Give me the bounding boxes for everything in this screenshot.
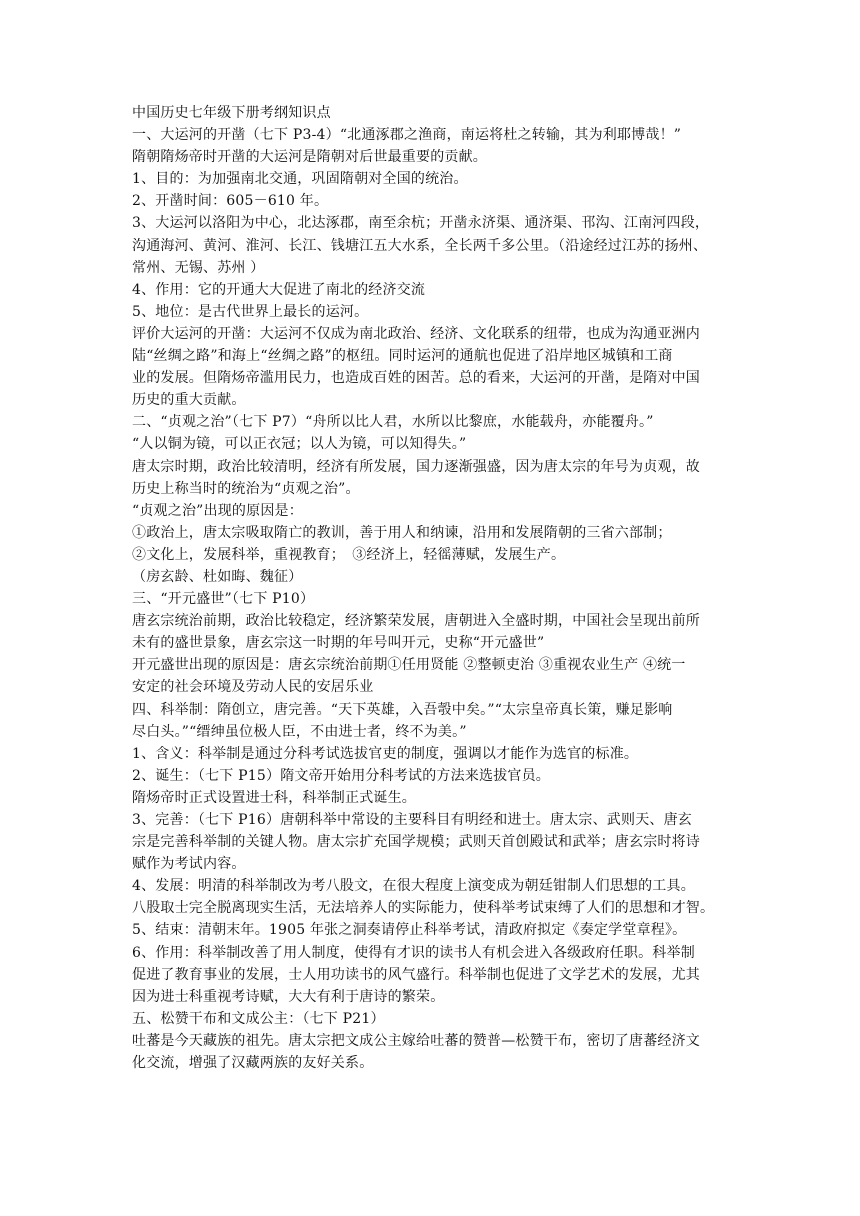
text-line: 2、开凿时间：605－610 年。 [132, 193, 329, 210]
text-line: 宗是完善科举制的关键人物。唐太宗扩充国学规模；武则天首创殿试和武举；唐玄宗时将诗 [132, 834, 700, 851]
text-line: 唐玄宗统治前期，政治比较稳定，经济繁荣发展，唐朝进入全盛时期，中国社会呈现出前所 [132, 613, 700, 630]
text-line: “人以铜为镜，可以正衣冠；以人为镜，可以知得失。” [132, 436, 467, 453]
text-line: （房玄龄、杜如晦、魏征） [132, 568, 303, 585]
text-line: 未有的盛世景象，唐玄宗这一时期的年号叫开元，史称“开元盛世” [132, 635, 545, 652]
text-line: 开元盛世出现的原因是：唐玄宗统治前期①任用贤能 ②整顿吏治 ③重视农业生产 ④统一 [132, 657, 686, 674]
text-line: 隋朝隋炀帝时开凿的大运河是隋朝对后世最重要的贡献。 [132, 149, 487, 166]
text-line: 业的发展。但隋炀帝滥用民力，也造成百姓的困苦。总的看来，大运河的开凿，是隋对中国 [132, 370, 700, 387]
text-line: 促进了教育事业的发展，士人用功读书的风气盛行。科举制也促进了文学艺术的发展，尤其 [132, 966, 700, 983]
text-line: 因为进士科重视考诗赋，大大有利于唐诗的繁荣。 [132, 988, 445, 1005]
section-heading-keju: 四、科举制：隋创立，唐完善。“天下英雄，入吾彀中矣。”“太宗皇帝真长策，赚足影响 [132, 701, 673, 718]
section-heading-zhenguan: 二、“贞观之治”（七下 P7）“舟所以比人君，水所以比黎庶，水能载舟，亦能覆舟。” [132, 414, 654, 431]
text-line: 3、大运河以洛阳为中心，北达涿郡，南至余杭；开凿永济渠、通济渠、邗沟、江南河四段， [132, 215, 710, 232]
text-line: 常州、无锡、苏州 ） [132, 259, 265, 276]
text-line: 评价大运河的开凿：大运河不仅成为南北政治、经济、文化联系的纽带，也成为沟通亚洲内 [132, 325, 700, 342]
text-line: 吐蕃是今天藏族的祖先。唐太宗把文成公主嫁给吐蕃的赞普—松赞干布，密切了唐蕃经济文 [132, 1032, 700, 1049]
text-line: 2、诞生：（七下 P15）隋文帝开始用分科考试的方法来选拔官员。 [132, 767, 550, 784]
text-line: “贞观之治”出现的原因是： [132, 502, 303, 519]
text-line: 唐太宗时期，政治比较清明，经济有所发展，国力逐渐强盛，因为唐太宗的年号为贞观，故 [132, 458, 700, 475]
text-line: 赋作为考试内容。 [132, 856, 246, 873]
text-line: 5、地位：是古代世界上最长的运河。 [132, 303, 369, 320]
text-line: 4、作用：它的开通大大促进了南北的经济交流 [132, 281, 426, 298]
text-line: 3、完善：（七下 P16）唐朝科举中常设的主要科目有明经和进士。唐太宗、武则天、唐玄 [132, 812, 692, 828]
text-line: 陆“丝绸之路”和海上“丝绸之路”的枢纽。同时运河的通航也促进了沿岸地区城镇和工商 [132, 348, 673, 365]
section-heading-songtsen-gampo: 五、松赞干布和文成公主：（七下 P21） [132, 1010, 385, 1027]
section-heading-grand-canal: 一、大运河的开凿（七下 P3-4）“北通涿郡之渔商，南运将杜之转输，其为利耶博哉！” [132, 127, 682, 144]
text-line: 5、结束：清朝末年。1905 年张之洞奏请停止科举考试，清政府拟定《奏定学堂章程》。 [132, 922, 687, 939]
text-line: 沟通海河、黄河、淮河、长江、钱塘江五大水系，全长两千多公里。（沿途经过江苏的扬州、 [132, 237, 708, 254]
document-body [132, 102, 742, 1074]
text-line: 八股取士完全脱离现实生活，无法培养人的实际能力，使科举考试束缚了人们的思想和才智。 [132, 900, 715, 917]
section-heading-kaiyuan: 三、“开元盛世”（七下 P10） [132, 591, 315, 608]
text-line: 历史的重大贡献。 [132, 392, 246, 409]
text-line: 隋炀帝时正式设置进士科，科举制正式诞生。 [132, 789, 416, 806]
text-line: 化交流，增强了汉藏两族的友好关系。 [132, 1055, 374, 1072]
text-line: 尽白头。”“缙绅虽位极人臣，不由进士者，终不为美。” [132, 723, 467, 740]
text-line: ①政治上，唐太宗吸取隋亡的教训，善于用人和纳谏，沿用和发展隋朝的三省六部制； [132, 524, 672, 541]
text-line: ②文化上，发展科举，重视教育； ③经济上，轻徭薄赋，发展生产。 [132, 546, 566, 563]
text-line: 1、目的：为加强南北交通，巩固隋朝对全国的统治。 [132, 171, 468, 188]
text-line: 1、含义：科举制是通过分科考试选拔官吏的制度，强调以才能作为选官的标准。 [132, 745, 639, 762]
doc-title: 中国历史七年级下册考纲知识点 [132, 105, 331, 121]
text-line: 历史上称当时的统治为“贞观之治”。 [132, 480, 360, 497]
text-line: 6、作用：科举制改善了用人制度，使得有才识的读书人有机会进入各级政府任职。科举制 [132, 944, 695, 961]
text-line: 安定的社会环境及劳动人民的安居乐业 [132, 679, 374, 696]
text-line: 4、发展：明清的科举制改为考八股文，在很大程度上演变成为朝廷钳制人们思想的工具。 [132, 878, 695, 895]
